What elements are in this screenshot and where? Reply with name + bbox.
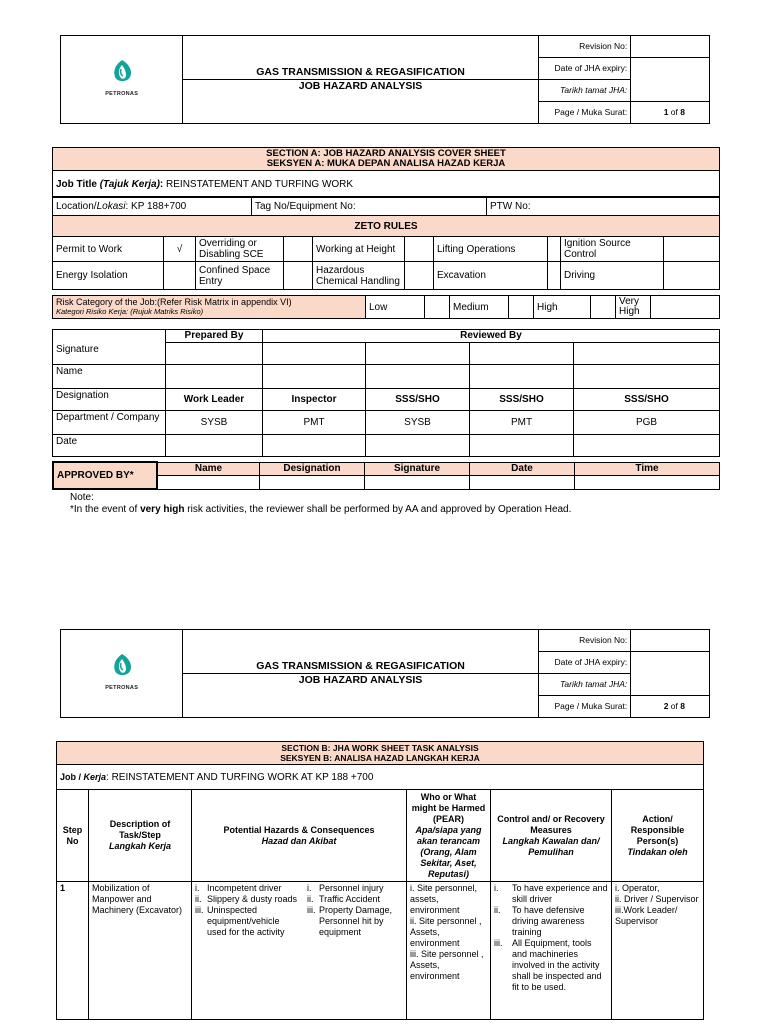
zeto-check [284, 262, 313, 290]
approved-by-label: APPROVED BY* [53, 462, 157, 489]
task-description: Mobilization of Manpower and Machinery (Excavator) [89, 882, 192, 1020]
page-number: 2 of 8 [631, 696, 710, 718]
department-cell: PMT [263, 411, 366, 435]
risk-category-label: Risk Category of the Job:(Refer Risk Matrix in appendix VI) Kategori Risiko Kerja: (Rujuk Matriks Risiko) [53, 296, 366, 319]
zeto-item: Hazardous Chemical Handling [313, 262, 405, 290]
hazard-list: i. Incompetent driver ii. Slippery & dusty roads iii. Uninspected equipment/vehicle used for the activity [192, 882, 305, 1020]
job-title-row: Job Title (Tajuk Kerja): REINSTATEMENT AND TURFING WORK [53, 171, 720, 198]
col-hazards: Potential Hazards & Consequences Hazad dan Akibat [192, 790, 407, 882]
note-text: *In the event of very high risk activities, the reviewer shall be performed by AA and approved by Operation Head. [70, 504, 572, 515]
expiry-label: Date of JHA expiry: [538, 652, 631, 674]
control-list: i. To have experience and skill driver ii. To have defensive driving awareness training iii. All Equipment, tools and machineries involved in the activity shall be inspected and fit to be used. [491, 882, 612, 1020]
col-control: Control and/ or Recovery Measures Langkah Kawalan dan/ Pemulihan [491, 790, 612, 882]
designation-cell: Inspector [263, 389, 366, 411]
risk-check-high [591, 296, 616, 319]
who-harmed: i. Site personnel, assets, environment ii. Site personnel , Assets, environment iii. Site personnel , Assets, environment [407, 882, 491, 1020]
reviewed-by-header: Reviewed By [263, 330, 720, 343]
table-row [57, 882, 704, 1020]
petronas-logo: PETRONAS [61, 36, 183, 124]
page-label: Page / Muka Surat: [538, 696, 631, 718]
ptw-no-cell: PTW No: [487, 197, 720, 216]
zeto-check [284, 237, 313, 262]
note-block [70, 492, 571, 516]
approved-by-table [52, 461, 720, 490]
page2-header [60, 629, 710, 718]
zeto-row-1 [53, 237, 720, 262]
risk-check-low [425, 296, 450, 319]
zeto-check [405, 237, 434, 262]
location-cell: Location/Lokasi: KP 188+700 [53, 197, 252, 216]
risk-level-high: High [534, 296, 591, 319]
col-who: Who or What might be Harmed (PEAR) Apa/siapa yang akan terancam (Orang, Alam Sekitar, Aset, Reputasi) [407, 790, 491, 882]
company-line: GAS TRANSMISSION & REGASIFICATION [183, 630, 538, 674]
zeto-item: Working at Height [313, 237, 405, 262]
department-cell: PGB [574, 411, 720, 435]
petronas-logo-icon [111, 59, 133, 85]
zeto-title: ZETO RULES [53, 216, 720, 237]
designation-cell: SSS/SHO [574, 389, 720, 411]
row-label-department: Department / Company [53, 411, 166, 435]
col-action: Action/ Responsible Person(s) Tindakan oleh [612, 790, 704, 882]
zeto-item: Excavation [434, 262, 548, 290]
revision-value [631, 36, 710, 58]
risk-check-medium [509, 296, 534, 319]
risk-category-table [52, 295, 720, 319]
department-cell: PMT [470, 411, 574, 435]
risk-level-medium: Medium [450, 296, 509, 319]
approved-col-name: Name [157, 462, 260, 475]
department-cell: SYSB [366, 411, 470, 435]
designation-cell: Work Leader [166, 389, 263, 411]
expiry-label-my: Tarikh tamat JHA: [538, 674, 631, 696]
consequence-list: i. Personnel injury ii. Traffic Accident iii. Property Damage, Personnel hit by equipment [304, 882, 407, 1020]
risk-check-very-high [651, 296, 720, 319]
approved-col-signature: Signature [365, 462, 470, 475]
risk-level-very-high: Very High [616, 296, 651, 319]
col-step: Step No [57, 790, 89, 882]
zeto-check [664, 262, 720, 290]
signoff-table [52, 329, 720, 457]
risk-level-low: Low [366, 296, 425, 319]
page-number: 1 of 8 [631, 102, 710, 124]
department-cell: SYSB [166, 411, 263, 435]
expiry-label-my: Tarikh tamat JHA: [538, 80, 631, 102]
zeto-check [664, 237, 720, 262]
zeto-rules-table [52, 215, 720, 290]
job-row: Job / Kerja: REINSTATEMENT AND TURFING WORK AT KP 188 +700 [57, 765, 704, 790]
note-label: Note: [70, 492, 94, 503]
zeto-check [548, 262, 561, 290]
page1-header [60, 35, 710, 124]
zeto-check [548, 237, 561, 262]
responsible-persons: i. Operator, ii. Driver / Supervisor iii.Work Leader/ Supervisor [612, 882, 704, 1020]
company-line: GAS TRANSMISSION & REGASIFICATION [183, 36, 538, 80]
petronas-logo-icon [111, 653, 133, 679]
location-row [52, 196, 720, 216]
page-label: Page / Muka Surat: [538, 102, 631, 124]
row-label-signature: Signature [53, 343, 166, 365]
zeto-item: Confined Space Entry [196, 262, 284, 290]
column-headers [57, 790, 704, 882]
zeto-row-2 [53, 262, 720, 290]
expiry-label: Date of JHA expiry: [538, 58, 631, 80]
row-label-designation: Designation [53, 389, 166, 411]
approved-col-date: Date [470, 462, 575, 475]
zeto-item: Driving [561, 262, 664, 290]
expiry-value [631, 58, 710, 102]
zeto-item: Permit to Work [53, 237, 164, 262]
zeto-item: Ignition Source Control [561, 237, 664, 262]
row-label-name: Name [53, 365, 166, 389]
expiry-value [631, 652, 710, 696]
designation-cell: SSS/SHO [366, 389, 470, 411]
section-a-title: SECTION A: JOB HAZARD ANALYSIS COVER SHEET SEKSYEN A: MUKA DEPAN ANALISA HAZAD KERJA [53, 148, 720, 171]
approved-col-time: Time [575, 462, 720, 475]
prepared-by-header: Prepared By [166, 330, 263, 343]
row-label-date: Date [53, 435, 166, 457]
tag-no-cell: Tag No/Equipment No: [252, 197, 487, 216]
step-number: 1 [57, 882, 89, 1020]
zeto-item: Energy Isolation [53, 262, 164, 290]
section-b-table [56, 741, 704, 1020]
revision-label: Revision No: [538, 630, 631, 652]
section-b-title: SECTION B: JHA WORK SHEET TASK ANALYSIS SEKSYEN B: ANALISA HAZAD LANGKAH KERJA [57, 742, 704, 765]
designation-cell: SSS/SHO [470, 389, 574, 411]
revision-value [631, 630, 710, 652]
doc-title: JOB HAZARD ANALYSIS [183, 674, 538, 718]
petronas-logo: PETRONAS [61, 630, 183, 718]
col-description: Description of Task/Step Langkah Kerja [89, 790, 192, 882]
zeto-check [405, 262, 434, 290]
zeto-item: Overriding or Disabling SCE [196, 237, 284, 262]
revision-label: Revision No: [538, 36, 631, 58]
section-a-table [52, 147, 720, 198]
approved-col-designation: Designation [260, 462, 365, 475]
zeto-check: √ [164, 237, 196, 262]
zeto-check [164, 262, 196, 290]
doc-title: JOB HAZARD ANALYSIS [183, 80, 538, 124]
zeto-item: Lifting Operations [434, 237, 548, 262]
